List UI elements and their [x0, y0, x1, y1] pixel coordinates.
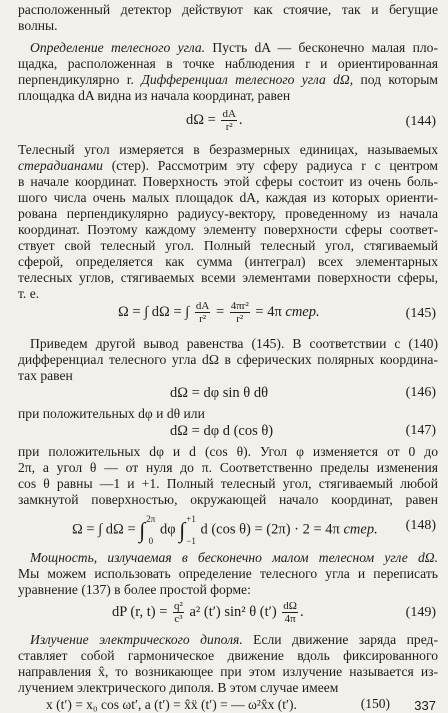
equation-number: (145) [405, 306, 436, 321]
text-line: Телесный угол измеряется в безразмерных единицах, называемых [18, 142, 438, 157]
fraction [282, 600, 298, 625]
text-line: ставляет собой гармоническое движение вдоль фиксированного [18, 648, 438, 663]
text-line: сферой, определяется как сумма (интеграл) всех элементарных [18, 254, 438, 269]
eq-text: Ω = ∫ dΩ = [72, 521, 136, 538]
text-line: т. е. [18, 286, 40, 301]
frac-den: r² [199, 313, 207, 325]
section-heading: Определение телесного угла. [30, 40, 206, 55]
text-line: cos θ равны —1 и +1. Полный телесный угол, стягиваемый любой [18, 476, 438, 491]
emphasis-span: Дифференциал телесного угла dΩ, [141, 72, 354, 87]
frac-den: r² [236, 313, 244, 325]
unit-label: стер. [343, 521, 378, 538]
fraction [195, 300, 210, 325]
fraction [173, 600, 184, 625]
text-line [18, 158, 438, 174]
equation-number: (146) [405, 385, 436, 400]
eq-text: . [238, 111, 243, 128]
text-line: лучением электрического диполя. В этом случае имеем [18, 680, 339, 695]
text-line [30, 632, 438, 648]
equation-150: x (t′) = x₀ cos ωt′, a (t′) = x̂ẍ (t′) = — ω²x̂x (t′). [46, 697, 297, 712]
text-line: замкнутой поверхностью, окружающей начало координат, равен [18, 492, 438, 507]
integral-limits [186, 513, 196, 547]
fraction [221, 108, 236, 133]
eq-text: d (cos θ) = (2π) · 2 = 4π [200, 521, 340, 538]
text-line: площадка dA видна из начала координат, равен [18, 88, 291, 103]
text-span: (стер). [111, 158, 149, 173]
heading-text: Мощность, излучаемая в бесконечно малом телесном угле dΩ. [30, 550, 438, 565]
integral-sign: ∫ [139, 517, 146, 543]
equation-145 [118, 300, 320, 325]
frac-den: 4π [284, 613, 296, 625]
eq-text: Ω = ∫ dΩ = ∫ [118, 303, 190, 320]
frac-num: q² [174, 600, 183, 612]
text-line: уравнение (137) в более простой форме: [18, 582, 251, 597]
upper-limit: +1 [186, 514, 196, 524]
frac-num: dΩ [283, 600, 297, 612]
text-line: шого числа очень малых площадок dA, каждая из которых ориенти- [18, 190, 438, 205]
text-line: Мы можем использовать определение телесного угла и переписать [18, 566, 438, 581]
equation-number: (150) [360, 696, 390, 711]
equation-number: (147) [405, 423, 436, 438]
text-line: расположенный детектор действуют как стоячие, так и бегущие [18, 2, 438, 17]
lower-limit: 0 [148, 536, 154, 546]
eq-text: = 4π [255, 303, 282, 320]
equation-147: dΩ = dφ d (cos θ) [170, 423, 274, 439]
lower-limit: −1 [186, 536, 196, 546]
text-line: координат. Поэтому каждому элементу поверхности сферы соответ- [18, 222, 438, 237]
equation-148 [72, 513, 378, 547]
text-line: рована перпендикулярно радиусу-вектору, проведенному из начала [18, 206, 438, 221]
equation-number: (144) [405, 114, 436, 129]
eq-text: dφ [159, 521, 176, 538]
eq-text: dΩ = [186, 111, 216, 128]
eq-text: a² (t′) sin² θ (t′) [189, 603, 277, 620]
text-line: телесных углов, стягиваемых всеми элементами поверхности сферы, [18, 270, 438, 285]
frac-den: c³ [174, 613, 183, 625]
frac-num: dA [195, 300, 210, 312]
text-line: в начале координат. Поверхность этой сферы состоит из очень боль- [18, 174, 438, 189]
upper-limit: 2π [146, 514, 156, 524]
eq-text: dP (r, t) = [112, 603, 168, 620]
frac-den: r² [225, 121, 233, 133]
text-line: Приведем другой вывод равенства (145). В соответствии с (140) [30, 336, 438, 351]
emphasis-span: стерадианами [18, 158, 103, 173]
section-heading [30, 550, 438, 566]
text-line: тах равен [18, 368, 73, 383]
equation-149 [112, 600, 304, 625]
paragraph-solid-angle-definition [30, 40, 438, 56]
text-span: Пусть dA — бесконечно малая пло- [212, 40, 438, 55]
equation-144 [186, 108, 243, 133]
equation-number: (148) [405, 518, 436, 533]
equation-number: (149) [405, 605, 436, 620]
text-line: 2π, а угол θ — от нуля до π. Соответственно пределы изменения [18, 460, 438, 475]
frac-num: dA [222, 108, 236, 120]
text-line: волны. [18, 18, 58, 33]
text-line: направления x̂, то возникающее при этом излучение называется из- [18, 664, 438, 679]
eq-text: = [215, 303, 225, 320]
text-line: ствует свой телесный угол. Полный телесный угол, стягиваемый [18, 238, 438, 253]
equation-146: dΩ = dφ sin θ dθ [170, 385, 269, 401]
fraction [230, 300, 250, 325]
text-span: под которым [360, 72, 438, 87]
page-number: 337 [414, 698, 436, 713]
text-line: при положительных dφ и dθ или [18, 406, 205, 421]
text-line: щадка, расположенная в точке наблюдения r и ориентированная [18, 56, 438, 71]
text-span: Если движение заряда пред- [253, 632, 438, 647]
text-line [18, 72, 438, 88]
integral-sign: ∫ [179, 517, 186, 543]
eq-text: . [299, 603, 304, 620]
text-span: перпендикулярно r. [18, 72, 134, 87]
text-line: при положительных dφ и d (cos θ). Угол φ изменяется от 0 до [18, 444, 438, 459]
text-span: Рассмотрим эту сферу радиуса r с центром [157, 158, 438, 173]
integral-limits [146, 513, 155, 547]
frac-num: 4πr² [230, 300, 249, 312]
unit-label: стер. [285, 303, 320, 320]
section-heading: Излучение электрического диполя. [30, 632, 243, 647]
text-line: дифференциал телесного угла dΩ в сферических полярных координа- [18, 352, 438, 367]
